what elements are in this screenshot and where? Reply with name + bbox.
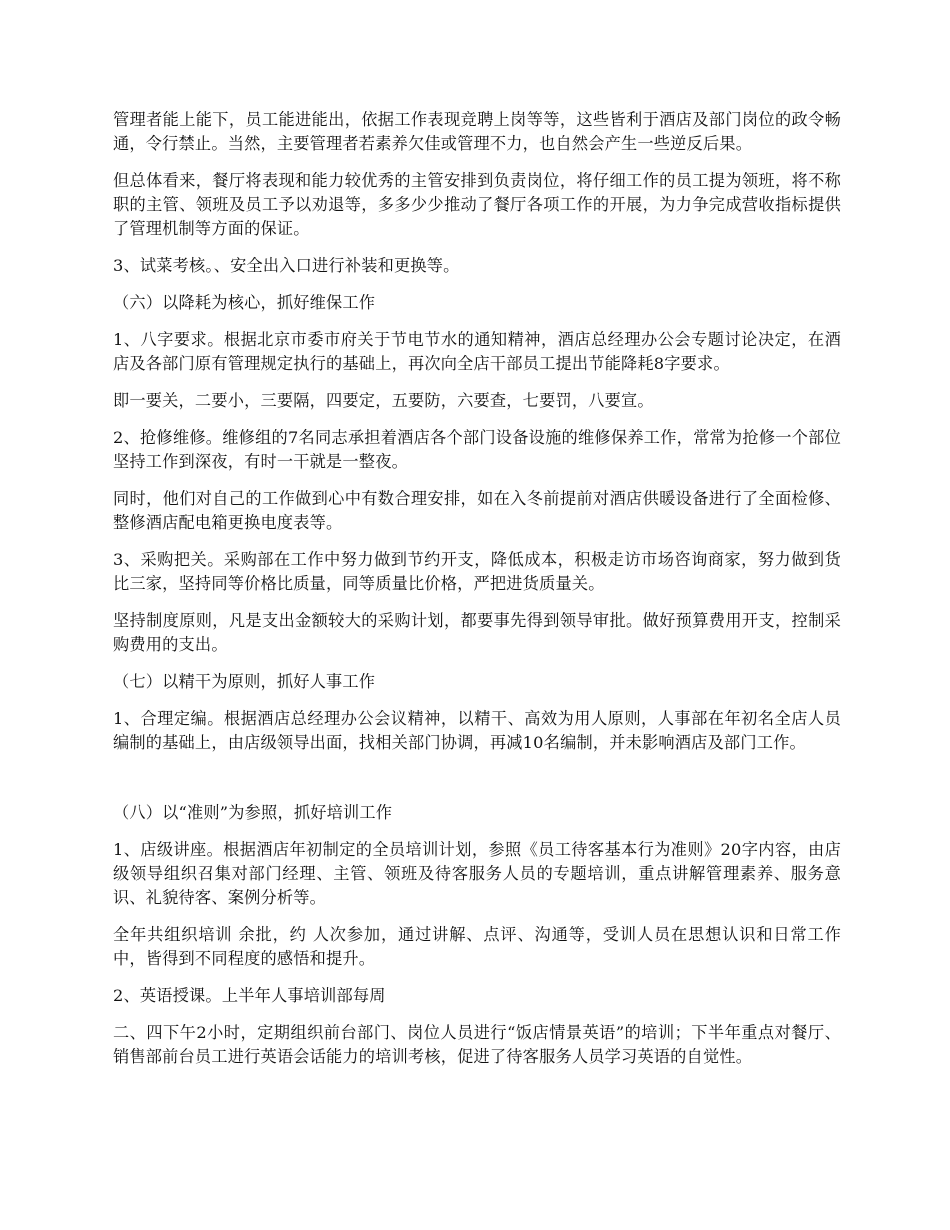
document-body — [113, 108, 841, 1069]
paragraph-1: 管理者能上能下，员工能进能出，依据工作表现竞聘上岗等等，这些皆利于酒店及部门岗位的政令畅通，令行禁止。当然，主要管理者若素养欠佳或管理不力，也自然会产生一些逆反后果。 — [113, 110, 841, 153]
paragraph-9: 3、采购把关。采购部在工作中努力做到节约开支，降低成本，积极走访市场咨询商家，努力做到货比三家，坚持同等价格比质量，同等质量比价格，严把进货质量关。 — [113, 550, 841, 593]
paragraph-8: 同时，他们对自己的工作做到心中有数合理安排，如在入冬前提前对酒店供暖设备进行了全面检修、整修酒店配电箱更换电度表等。 — [113, 489, 841, 532]
paragraph-5: 1、八字要求。根据北京市委市府关于节电节水的通知精神，酒店总经理办公会专题讨论决定，在酒店及各部门原有管理规定执行的基础上，再次向全店干部员工提出节能降耗8字要求。 — [113, 330, 841, 373]
paragraph-15: 全年共组织培训 余批，约 人次参加，通过讲解、点评、沟通等，受训人员在思想认识和日常工作中，皆得到不同程度的感悟和提升。 — [113, 925, 841, 968]
paragraph-16: 2、英语授课。上半年人事培训部每周 — [113, 986, 386, 1005]
paragraph-6: 即一要关，二要小，三要隔，四要定，五要防，六要查，七要罚，八要宣。 — [113, 391, 654, 410]
paragraph-2: 但总体看来，餐厅将表现和能力较优秀的主管安排到负责岗位，将仔细工作的员工提为领班，将不称职的主管、领班及员工予以劝退等，多多少少推动了餐厅各项工作的开展，为力争完成营收指标提供了管理机制等方面的保证。 — [113, 171, 841, 238]
paragraph-12: 1、合理定编。根据酒店总经理办公会议精神，以精干、高效为用人原则，人事部在年初名全店人员编制的基础上，由店级领导出面，找相关部门协调，再减10名编制，并未影响酒店及部门工作。 — [113, 709, 841, 752]
section-heading-8: （八）以“准则”为参照，抓好培训工作 — [113, 803, 393, 822]
paragraph-7: 2、抢修维修。维修组的7名同志承担着酒店各个部门设备设施的维修保养工作，常常为抢修一个部位坚持工作到深夜，有时一干就是一整夜。 — [113, 428, 841, 471]
section-heading-7: （七）以精干为原则，抓好人事工作 — [113, 672, 376, 691]
section-heading-6: （六）以降耗为核心，抓好维保工作 — [113, 293, 376, 312]
paragraph-17: 二、四下午2小时，定期组织前台部门、岗位人员进行“饭店情景英语”的培训；下半年重点对餐厅、销售部前台员工进行英语会话能力的培训考核，促进了待客服务人员学习英语的自觉性。 — [113, 1023, 841, 1066]
paragraph-14: 1、店级讲座。根据酒店年初制定的全员培训计划，参照《员工待客基本行为准则》20字内容，由店级领导组织召集对部门经理、主管、领班及待客服务人员的专题培训，重点讲解管理素养、服务意识、礼貌待客、案例分析等。 — [113, 840, 841, 907]
paragraph-10: 坚持制度原则，凡是支出金额较大的采购计划，都要事先得到领导审批。做好预算费用开支，控制采购费用的支出。 — [113, 611, 841, 654]
paragraph-3: 3、试菜考核。、安全出入口进行补装和更换等。 — [113, 256, 460, 275]
